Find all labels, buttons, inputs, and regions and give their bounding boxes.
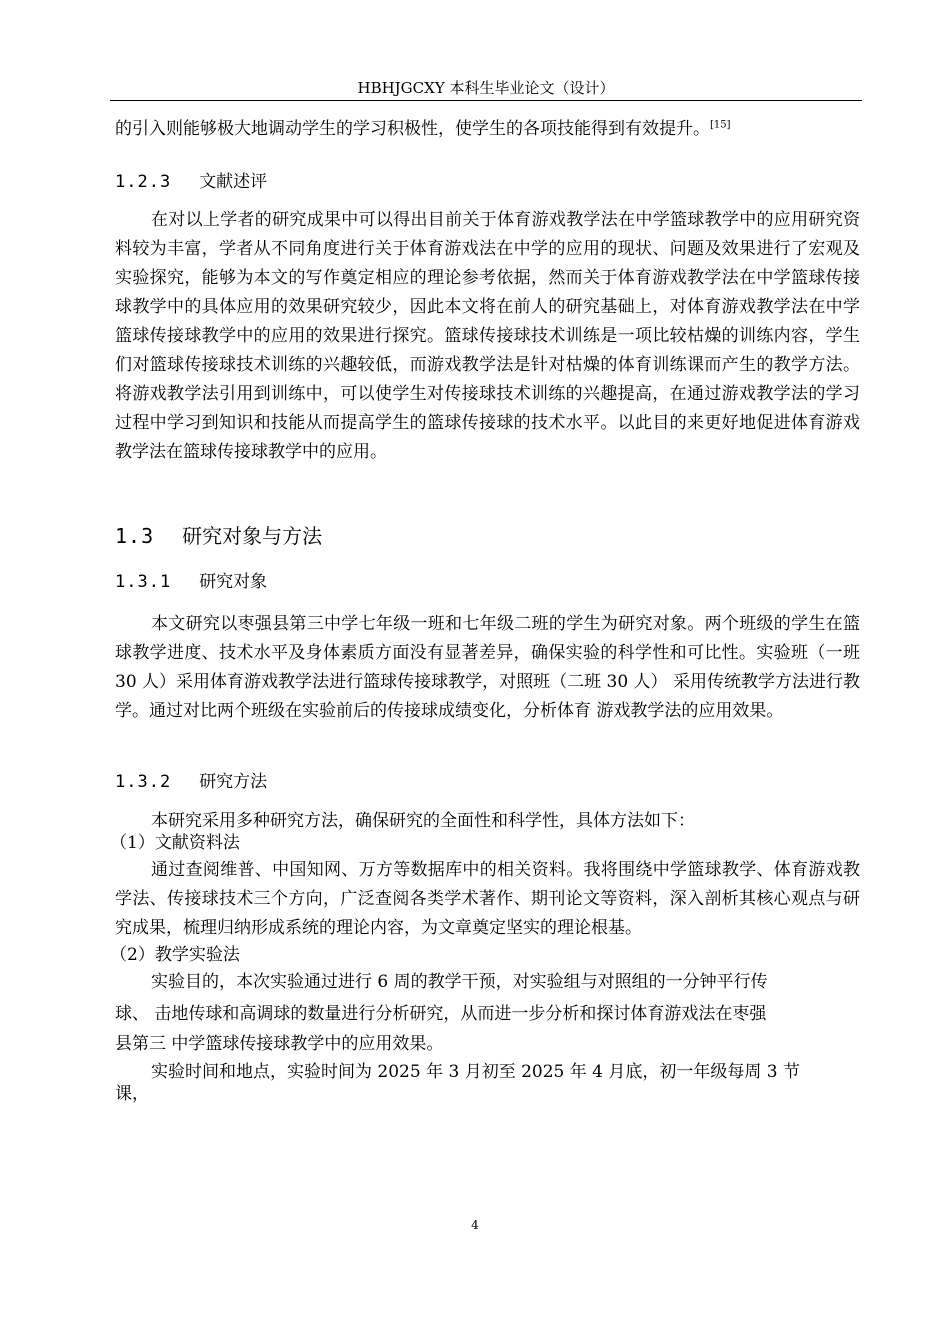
intro-paragraph	[115, 115, 860, 144]
review-paragraph: 在对以上学者的研究成果中可以得出目前关于体育游戏教学法在中学篮球教学中的应用研究资料较为丰富，学者从不同角度进行关于体育游戏法在中学的应用的现状、问题及效果进行了宏观及实验探究，能够为本文的写作奠定相应的理论参考依据，然而关于体育游戏教学法在中学篮球传接球教学中的具体应用的效果研究较少，因此本文将在前人的研究基础上，对体育游戏教学法在中学篮球传接球教学中的应用的效果进行探究。篮球传接球技术训练是一项比较枯燥的训练内容，学生们对篮球传接球技术训练的兴趣较低，而游戏教学法是针对枯燥的体育训练课而产生的教学方法。将游戏教学法引用到训练中，可以使学生对传接球技术训练的兴趣提高，在通过游戏教学法的学习过程中学习到知识和技能从而提高学生的篮球传接球的技术水平。以此目的来更好地促进体育游戏教学法在篮球传接球教学中的应用。	[115, 210, 860, 462]
heading-number: 1.3.1	[115, 572, 172, 592]
heading-number: 1.2.3	[115, 172, 172, 192]
heading-title: 研究方法	[199, 772, 268, 792]
heading-1-3-2	[115, 770, 267, 794]
time-line-2: 课，	[115, 1084, 149, 1104]
experiment-line-1: 实验目的，本次实验通过进行 6 周的教学干预，对实验组与对照组的一分钟平行传	[151, 972, 768, 992]
heading-1-3	[115, 522, 322, 550]
time-line-1: 实验时间和地点，实验时间为 2025 年 3 月初至 2025 年 4 月底，初一年级每周 3 节	[151, 1062, 801, 1082]
object-paragraph: 本文研究以枣强县第三中学七年级一班和七年级二班的学生为研究对象。两个班级的学生在篮球教学进度、技术水平及身体素质方面没有显著差异，确保实验的科学性和可比性。实验班（一班 30 人）采用体育游戏教学法进行篮球传接球教学，对照班（二班 30 人） 采用传统教学方法进行教学。通过对比两个班级在实验前后的传接球成绩变化，分析体育 游戏教学法的应用效果。	[115, 614, 860, 721]
heading-title: 文献述评	[199, 172, 268, 192]
intro-text: 的引入则能够极大地调动学生的学习积极性，使学生的各项技能得到有效提升。	[115, 119, 710, 139]
heading-1-3-1	[115, 570, 267, 594]
running-header: HBHJGCXY 本科生毕业论文（设计）	[357, 79, 615, 97]
literature-paragraph: 通过查阅维普、中国知网、万方等数据库中的相关资料。我将围绕中学篮球教学、体育游戏教学法、传接球技术三个方向，广泛查阅各类学术著作、期刊论文等资料，深入剖析其核心观点与研究成果，梳理归纳形成系统的理论内容，为文章奠定坚实的理论根基。	[115, 860, 860, 938]
methods-intro: 本研究采用多种研究方法，确保研究的全面性和科学性，具体方法如下：	[151, 811, 695, 831]
experiment-line-2: 球、 击地传球和高调球的数量进行分析研究，从而进一步分析和探讨体育游戏法在枣强	[115, 1004, 767, 1024]
method-1-label: （1）文献资料法	[110, 833, 240, 853]
page-number: 4	[471, 1218, 479, 1232]
heading-title: 研究对象	[199, 572, 268, 592]
heading-number: 1.3.2	[115, 772, 172, 792]
heading-number: 1.3	[115, 524, 155, 548]
citation-15: [15]	[710, 119, 731, 131]
heading-title: 研究对象与方法	[182, 524, 323, 548]
method-2-label: （2）教学实验法	[110, 945, 240, 965]
header-rule	[110, 100, 862, 101]
experiment-line-3: 县第三 中学篮球传接球教学中的应用效果。	[115, 1034, 444, 1054]
heading-1-2-3	[115, 170, 267, 194]
